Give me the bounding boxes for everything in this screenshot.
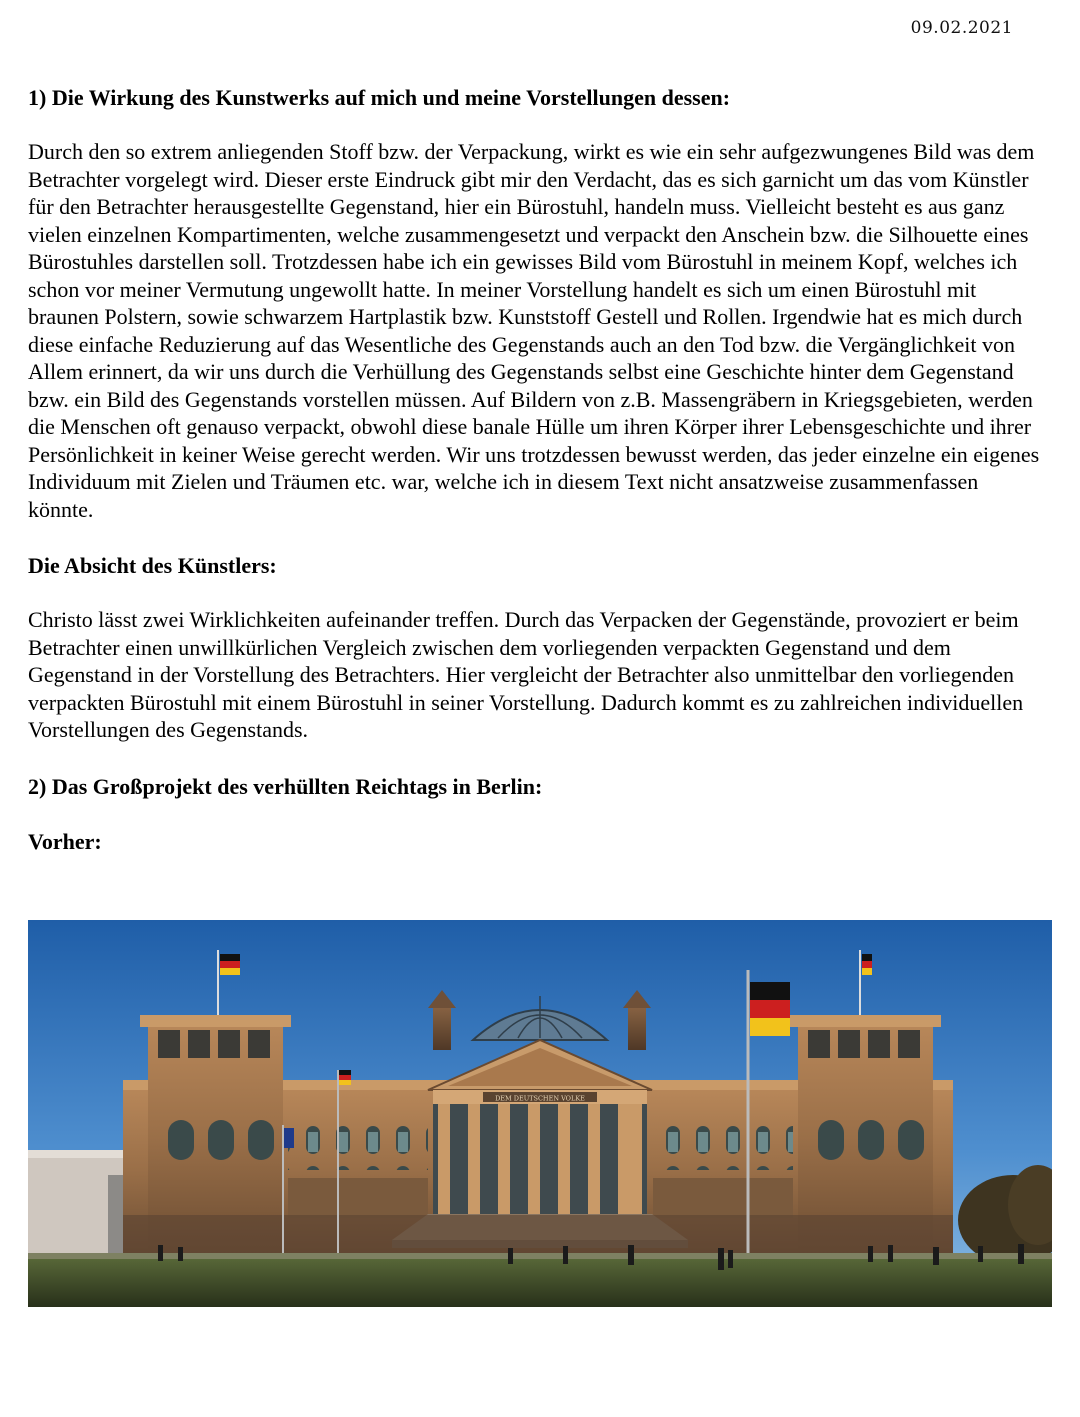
artist-intent-paragraph: Christo lässt zwei Wirklichkeiten aufeinander treffen. Durch das Verpacken der Gegenstände, provoziert er beim Betrachter einen unwillkürlichen Vergleich zwischen dem vorliegenden verpackten Gegenstand und dem Gegenstand in der Vorstellung des Betrachters. Hier vergleicht der Betrachter also unmittelbar den vorliegenden verpackten Bürostuhl mit einem Bürostuhl in seiner Vorstellung. Dadurch kommt es zu zahlreichen individuellen Vorstellungen des Gegenstands. [28,607,1024,742]
document-body [28,83,1048,857]
document-date: 09.02.2021 [910,18,1013,38]
reichstag-photo [28,920,1052,1307]
section-1-paragraph: Durch den so extrem anliegenden Stoff bzw. der Verpackung, wirkt es wie ein sehr aufgezwungenes Bild was dem Betrachter vorgelegt wird. Dieser erste Eindruck gibt mir den Verdacht, das es sich garnicht um das vom Künstler für den Betrachter herausgestellte Gegenstand, hier ein Bürostuhl, handeln muss. Vielleicht besteht es aus ganz vielen einzelnen Kompartimenten, welche zusammengesetzt und verpackt den Anschein bzw. die Silhouette eines Bürostuhles darstellen soll. Trotzdessen habe ich ein gewisses Bild vom Bürostuhl in meinem Kopf, welches ich schon vor meiner Vermutung ungewollt hatte. In meiner Vorstellung handelt es sich um einen Bürostuhl mit braunen Polstern, sowie schwarzem Hartplastik bzw. Kunststoff Gestell und Rollen. Irgendwie hat es mich durch diese einfache Reduzierung auf das Wesentliche des Gegenstands auch an den Tod bzw. die Vergänglichkeit von Allem erinnert, da wir uns durch die Verhüllung des Gegenstands selbst eine Geschichte hinter dem Gegenstand bzw. ein Bild des Gegenstands vorstellen müssen. Auf Bildern von z.B. Massengräbern in Kriegsgebieten, werden die Menschen oft genauso verpackt, obwohl diese banale Hülle um ihren Körper ihrer Lebensgeschichte und ihrer Persönlichkeit in keiner Weise gerecht werden. Wir uns trotzdessen bewusst werden, das jeder einzelne ein eigenes Individuum mit Zielen und Träumen etc. war, welche ich in diesem Text nicht ansatzweise zusammenfassen könnte. [28,139,1040,522]
section-1-heading: 1) Die Wirkung des Kunstwerks auf mich und meine Vorstellungen dessen: [28,85,731,110]
artist-intent-heading: Die Absicht des Künstlers: [28,553,277,578]
portico-inscription: DEM DEUTSCHEN VOLKE [495,1094,585,1103]
before-subheading: Vorher: [28,828,102,854]
section-2-heading: 2) Das Großprojekt des verhüllten Reichtags in Berlin: [28,773,543,799]
